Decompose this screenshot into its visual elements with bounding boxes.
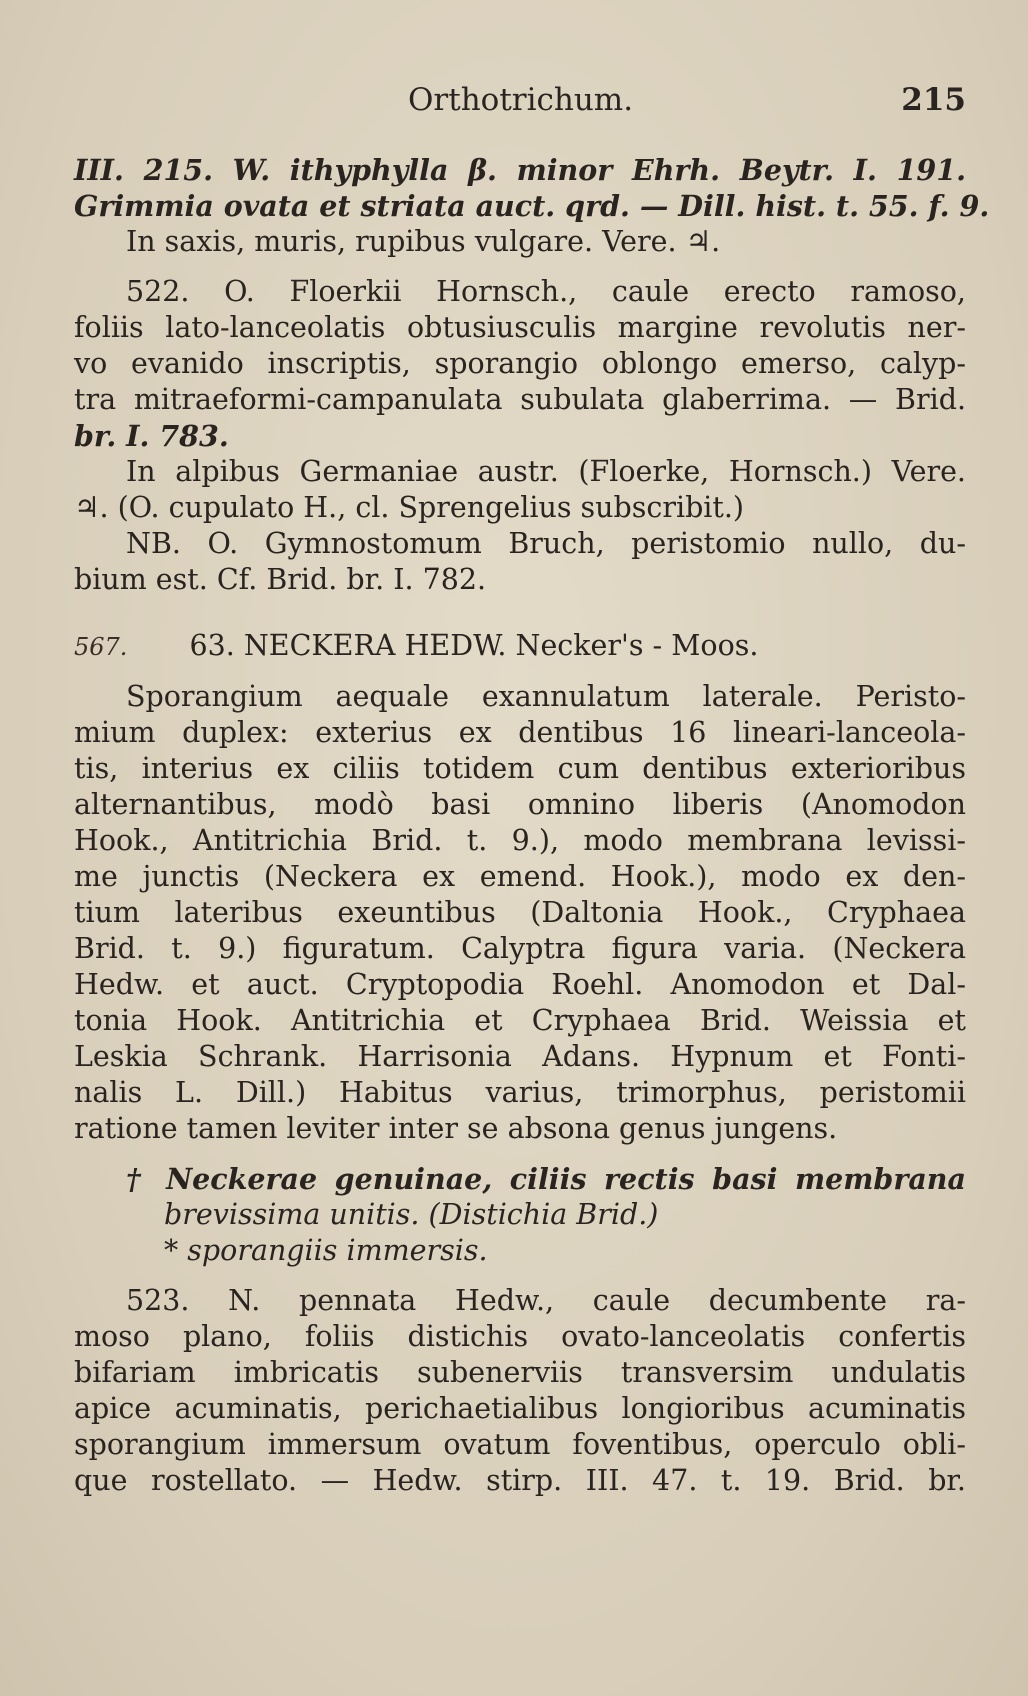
section-heading: † Neckerae genuinae, ciliis rectis basi membrana <box>126 1162 966 1196</box>
running-head <box>0 82 1028 122</box>
text-line: ♃. (O. cupulato H., cl. Sprengelius subscribit.) <box>74 491 745 524</box>
text-line: tonia Hook. Antitrichia et Cryphaea Brid. Weissia et <box>74 1004 966 1037</box>
text-line: nalis L. Dill.) Habitus varius, trimorphus, peristomii <box>74 1076 966 1109</box>
page-number: 215 <box>901 82 966 118</box>
text-line: Brid. t. 9.) figuratum. Calyptra figura varia. (Neckera <box>74 932 966 965</box>
text-line: alternantibus, modò basi omnino liberis (Anomodon <box>74 788 966 821</box>
text-line: foliis lato-lanceolatis obtusiusculis margine revolutis ner- <box>74 311 966 344</box>
running-title: Orthotrichum. <box>408 82 634 118</box>
note-line: NB. O. Gymnostomum Bruch, peristomio nullo, du- <box>126 527 966 560</box>
genus-title: 63. NECKERA HEDW. Necker's - Moos. <box>189 629 759 662</box>
text-line: moso plano, foliis distichis ovato-lanceolatis confertis <box>74 1320 966 1353</box>
text-line: Hook., Antitrichia Brid. t. 9.), modo membrana levissi- <box>74 824 966 857</box>
text-line: tra mitraeformi-campanulata subulata glaberrima. — Brid. <box>74 383 966 416</box>
subsection-heading: * sporangiis immersis. <box>164 1234 488 1267</box>
text-line: bifariam imbricatis subenerviis transversim undulatis <box>74 1356 966 1389</box>
text-line: me junctis (Neckera ex emend. Hook.), modo ex den- <box>74 860 966 893</box>
text-line: vo evanido inscriptis, sporangio oblongo emerso, calyp- <box>74 347 966 380</box>
body-text <box>74 152 990 1499</box>
text-line: Sporangium aequale exannulatum laterale. Peristo- <box>126 680 966 713</box>
text-line: br. I. 783. <box>74 419 229 453</box>
text-line: mium duplex: exterius ex dentibus 16 lineari-lanceola- <box>74 716 966 749</box>
text-line: apice acuminatis, perichaetialibus longioribus acuminatis <box>74 1392 966 1425</box>
text-line: III. 215. W. ithyphylla β. minor Ehrh. Beytr. I. 191. <box>74 153 966 187</box>
section-heading: brevissima unitis. (Distichia Brid.) <box>164 1198 659 1231</box>
genus-heading <box>74 628 966 665</box>
text-line: que rostellato. — Hedw. stirp. III. 47. t. 19. Brid. br. <box>74 1464 966 1497</box>
text-line: Grimmia ovata et striata auct. qrd. — Dill. hist. t. 55. f. 9. <box>74 189 990 223</box>
species-heading-523: 523. N. pennata Hedw., caule decumbente ra- <box>126 1284 966 1317</box>
margin-note: 567. <box>74 633 128 661</box>
text-line: sporangium immersum ovatum foventibus, operculo obli- <box>74 1428 966 1461</box>
text-line: Hedw. et auct. Cryptopodia Roehl. Anomodon et Dal- <box>74 968 966 1001</box>
text-line: In saxis, muris, rupibus vulgare. Vere. ♃. <box>126 225 721 258</box>
text-line: ratione tamen leviter inter se absona genus jungens. <box>74 1112 838 1145</box>
text-line: Leskia Schrank. Harrisonia Adans. Hypnum et Fonti- <box>74 1040 966 1073</box>
note-line: bium est. Cf. Brid. br. I. 782. <box>74 563 487 596</box>
species-heading-522: 522. O. Floerkii Hornsch., caule erecto ramoso, <box>126 275 966 308</box>
text-line: In alpibus Germaniae austr. (Floerke, Hornsch.) Vere. <box>126 455 966 488</box>
text-line: tium lateribus exeuntibus (Daltonia Hook., Cryphaea <box>74 896 966 929</box>
text-line: tis, interius ex ciliis totidem cum dentibus exterioribus <box>74 752 966 785</box>
